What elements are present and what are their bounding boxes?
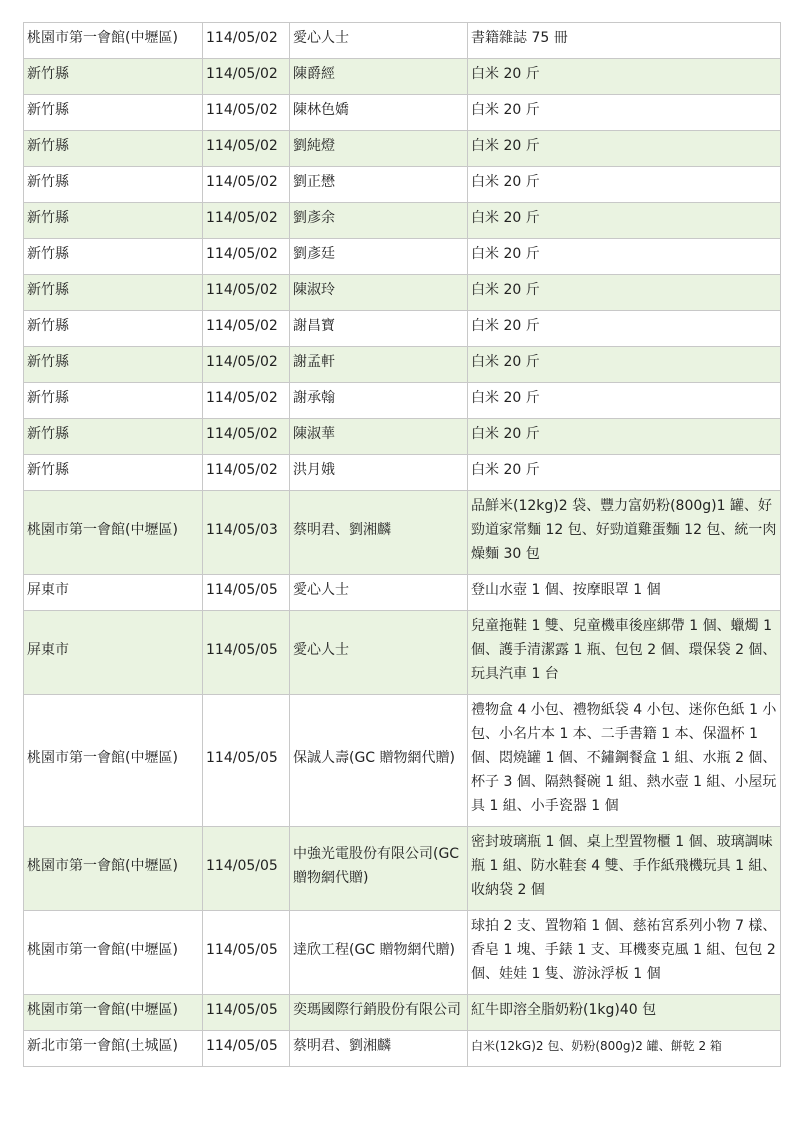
date-cell: 114/05/05 [203,611,290,695]
date-cell: 114/05/05 [203,911,290,995]
donor-cell: 奕瑪國際行銷股份有限公司 [290,995,468,1031]
items-cell: 白米 20 斤 [468,383,781,419]
items-cell: 禮物盒 4 小包、禮物紙袋 4 小包、迷你色紙 1 小包、小名片本 1 本、二手書籍 1 本、保溫杯 1 個、悶燒罐 1 個、不鏽鋼餐盒 1 組、水瓶 2 個、杯子 3 個、隔熱餐碗 1 組、熱水壺 1 組、小屋玩具 1 組、小手瓷器 1 個 [468,695,781,827]
table-row [24,455,781,491]
org-cell: 新竹縣 [24,95,203,131]
items-cell: 白米 20 斤 [468,203,781,239]
date-cell: 114/05/02 [203,455,290,491]
table-row [24,827,781,911]
date-cell: 114/05/02 [203,311,290,347]
donor-cell: 劉正懋 [290,167,468,203]
items-cell: 書籍雜誌 75 冊 [468,23,781,59]
donor-cell: 陳林色嬌 [290,95,468,131]
table-row [24,203,781,239]
org-cell: 新竹縣 [24,275,203,311]
date-cell: 114/05/02 [203,23,290,59]
org-cell: 新竹縣 [24,383,203,419]
items-cell: 密封玻璃瓶 1 個、桌上型置物櫃 1 個、玻璃調味瓶 1 組、防水鞋套 4 雙、手作紙飛機玩具 1 組、收納袋 2 個 [468,827,781,911]
table-row [24,95,781,131]
org-cell: 新北市第一會館(土城區) [24,1031,203,1067]
donor-cell: 達欣工程(GC 贈物網代贈) [290,911,468,995]
donor-cell: 陳爵經 [290,59,468,95]
table-row [24,1031,781,1067]
org-cell: 新竹縣 [24,419,203,455]
table-row [24,347,781,383]
table-row [24,695,781,827]
items-cell: 白米 20 斤 [468,275,781,311]
date-cell: 114/05/02 [203,203,290,239]
date-cell: 114/05/05 [203,995,290,1031]
donor-cell: 陳淑華 [290,419,468,455]
date-cell: 114/05/02 [203,131,290,167]
date-cell: 114/05/02 [203,419,290,455]
donor-cell: 蔡明君、劉湘麟 [290,491,468,575]
org-cell: 屏東市 [24,575,203,611]
date-cell: 114/05/05 [203,1031,290,1067]
date-cell: 114/05/05 [203,695,290,827]
items-cell: 白米 20 斤 [468,131,781,167]
date-cell: 114/05/02 [203,167,290,203]
donation-table [23,22,781,1067]
org-cell: 桃園市第一會館(中壢區) [24,911,203,995]
donor-cell: 保誠人壽(GC 贈物網代贈) [290,695,468,827]
date-cell: 114/05/02 [203,59,290,95]
table-row [24,59,781,95]
items-cell: 白米 20 斤 [468,311,781,347]
table-row [24,23,781,59]
items-cell: 白米 20 斤 [468,347,781,383]
table-row [24,491,781,575]
table-row [24,383,781,419]
table-row [24,419,781,455]
donor-cell: 中強光電股份有限公司(GC 贈物網代贈) [290,827,468,911]
org-cell: 桃園市第一會館(中壢區) [24,995,203,1031]
org-cell: 新竹縣 [24,59,203,95]
table-row [24,131,781,167]
items-cell: 白米 20 斤 [468,95,781,131]
org-cell: 新竹縣 [24,347,203,383]
items-cell: 白米 20 斤 [468,59,781,95]
org-cell: 新竹縣 [24,131,203,167]
date-cell: 114/05/02 [203,95,290,131]
donor-cell: 愛心人士 [290,23,468,59]
date-cell: 114/05/02 [203,347,290,383]
items-cell: 白米 20 斤 [468,455,781,491]
donor-cell: 劉純燈 [290,131,468,167]
date-cell: 114/05/02 [203,239,290,275]
org-cell: 新竹縣 [24,203,203,239]
date-cell: 114/05/05 [203,827,290,911]
date-cell: 114/05/02 [203,383,290,419]
date-cell: 114/05/02 [203,275,290,311]
items-cell: 兒童拖鞋 1 雙、兒童機車後座綁帶 1 個、蠟燭 1 個、護手清潔露 1 瓶、包包 2 個、環保袋 2 個、玩具汽車 1 台 [468,611,781,695]
org-cell: 新竹縣 [24,167,203,203]
donor-cell: 愛心人士 [290,611,468,695]
table-row [24,275,781,311]
items-cell: 紅牛即溶全脂奶粉(1kg)40 包 [468,995,781,1031]
donor-cell: 洪月娥 [290,455,468,491]
date-cell: 114/05/05 [203,575,290,611]
donor-cell: 陳淑玲 [290,275,468,311]
table-row [24,167,781,203]
org-cell: 桃園市第一會館(中壢區) [24,695,203,827]
org-cell: 新竹縣 [24,239,203,275]
org-cell: 新竹縣 [24,311,203,347]
org-cell: 屏東市 [24,611,203,695]
donor-cell: 劉彥廷 [290,239,468,275]
org-cell: 新竹縣 [24,455,203,491]
donor-cell: 謝昌寶 [290,311,468,347]
items-cell: 白米 20 斤 [468,167,781,203]
org-cell: 桃園市第一會館(中壢區) [24,23,203,59]
items-cell: 品鮮米(12kg)2 袋、豐力富奶粉(800g)1 罐、好勁道家常麵 12 包、好勁道雞蛋麵 12 包、統一肉燥麵 30 包 [468,491,781,575]
donor-cell: 劉彥余 [290,203,468,239]
donor-cell: 謝孟軒 [290,347,468,383]
table-row [24,611,781,695]
date-cell: 114/05/03 [203,491,290,575]
donor-cell: 蔡明君、劉湘麟 [290,1031,468,1067]
table-row [24,995,781,1031]
org-cell: 桃園市第一會館(中壢區) [24,491,203,575]
items-cell: 白米(12kG)2 包、奶粉(800g)2 罐、餅乾 2 箱 [468,1031,781,1067]
table-row [24,239,781,275]
items-cell: 登山水壺 1 個、按摩眼罩 1 個 [468,575,781,611]
table-row [24,575,781,611]
donor-cell: 愛心人士 [290,575,468,611]
org-cell: 桃園市第一會館(中壢區) [24,827,203,911]
items-cell: 球拍 2 支、置物箱 1 個、慈祐宮系列小物 7 樣、香皂 1 塊、手錶 1 支、耳機麥克風 1 組、包包 2 個、娃娃 1 隻、游泳浮板 1 個 [468,911,781,995]
table-row [24,311,781,347]
table-row [24,911,781,995]
items-cell: 白米 20 斤 [468,239,781,275]
items-cell: 白米 20 斤 [468,419,781,455]
donor-cell: 謝承翰 [290,383,468,419]
